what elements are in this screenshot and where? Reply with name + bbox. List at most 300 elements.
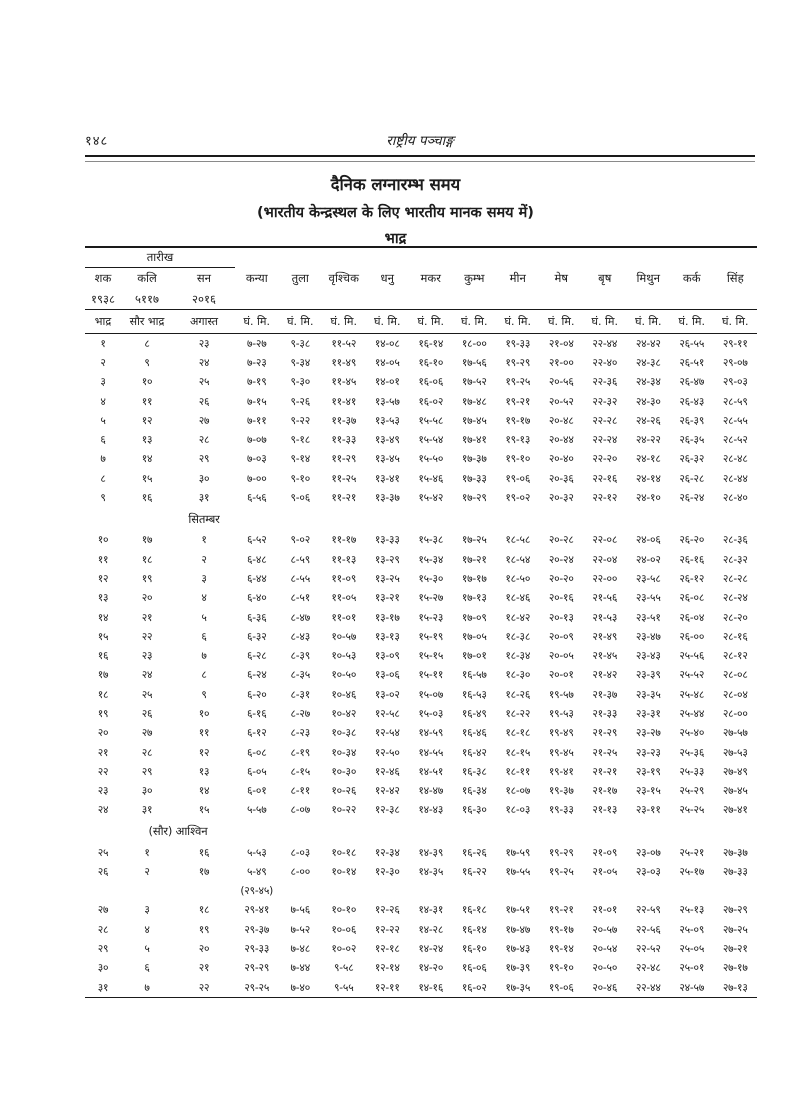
lagna-time-cell: ८-०० (290, 866, 311, 879)
lagna-time-cell: १८-१५ (505, 746, 531, 759)
lagna-time-cell: ९-१८ (290, 434, 311, 447)
empty-cell (121, 882, 173, 901)
empty-cell (279, 820, 323, 843)
lagna-time-cell: १७-३७ (461, 453, 487, 466)
lagna-time-cell: १६-०२ (418, 395, 444, 408)
empty-cell (279, 882, 323, 901)
lagna-time-cell: १०-०६ (331, 923, 357, 936)
lagna-time-cell: ११-०५ (331, 592, 357, 605)
empty-cell (366, 882, 410, 901)
lagna-time-cell: २८-३६ (722, 534, 748, 547)
zodiac-header: मकर (420, 270, 441, 285)
date-cell: १७ (141, 534, 153, 547)
lagna-time-cell: ७-१५ (246, 395, 267, 408)
empty-cell (714, 882, 758, 901)
lagna-time-cell: २२-०४ (592, 553, 618, 566)
date-cell: १ (144, 846, 150, 859)
date-cell: १२ (198, 746, 210, 759)
lagna-time-cell: २२-२० (592, 453, 618, 466)
lagna-time-cell: १४-०५ (374, 356, 400, 369)
lagna-time-cell: १६-४६ (461, 727, 487, 740)
lagna-time-cell: १७-०५ (461, 630, 487, 643)
lagna-time-cell: १७-२१ (461, 553, 487, 566)
page-header (85, 131, 755, 147)
lagna-time-cell: ७-११ (246, 414, 267, 427)
lagna-time-cell: १६-०६ (461, 962, 487, 975)
lagna-time-cell: १०-४२ (331, 707, 357, 720)
lagna-time-cell: ९-२२ (290, 414, 311, 427)
date-cell: ११ (198, 727, 210, 740)
lagna-time-cell: १९-५३ (548, 707, 574, 720)
table-row (85, 939, 757, 958)
date-cell: १५ (198, 804, 210, 817)
date-cell: ७ (100, 453, 106, 466)
table-row (85, 704, 757, 723)
lagna-time-cell: २१-०९ (592, 846, 618, 859)
date-cell: १० (198, 707, 210, 720)
date-cell: ४ (201, 592, 207, 605)
lagna-time-cell: ९-३४ (290, 356, 311, 369)
lagna-time-cell: १८-०० (461, 337, 487, 350)
lagna-time-cell: २३-२३ (635, 746, 661, 759)
date-group-label: तारीख (85, 247, 235, 268)
date-subheader: अगास्त (173, 310, 235, 334)
date-cell: २५ (141, 688, 153, 701)
table-row (85, 820, 757, 843)
lagna-time-cell: २२-४० (592, 356, 618, 369)
lagna-time-cell: २१-३७ (592, 688, 618, 701)
date-cell: १३ (97, 592, 109, 605)
empty-cell (583, 508, 627, 531)
empty-cell (235, 508, 279, 531)
lagna-time-cell: १३-४९ (374, 434, 400, 447)
date-cell: १७ (97, 669, 109, 682)
lagna-time-cell: २२-४४ (635, 981, 661, 994)
lagna-time-cell: २१-०१ (592, 904, 618, 917)
zodiac-header: सिंह (726, 270, 744, 285)
date-cell: ९ (201, 688, 207, 701)
lagna-time-cell: ६-३६ (246, 611, 267, 624)
empty-cell (366, 508, 410, 531)
lagna-time-cell: १६-०६ (418, 376, 444, 389)
era-header: कलि (137, 271, 157, 285)
lagna-time-cell: १९-२१ (505, 395, 531, 408)
lagna-time-cell: २९-०७ (722, 356, 748, 369)
lagna-time-cell: १२-५८ (374, 707, 400, 720)
lagna-time-cell: २१-०० (548, 356, 574, 369)
empty-cell (453, 508, 497, 531)
time-unit-header: घं. मि. (409, 310, 453, 334)
lagna-time-cell: २२-४४ (592, 337, 618, 350)
date-cell: २२ (141, 630, 153, 643)
date-cell: २४ (141, 669, 153, 682)
lagna-time-cell: १०-०२ (331, 942, 357, 955)
date-cell: २३ (198, 337, 210, 350)
lagna-time-cell: १७-३९ (505, 962, 531, 975)
date-cell: १८ (141, 553, 153, 566)
lagna-time-cell: ६-४४ (246, 572, 267, 585)
date-cell: १९ (141, 572, 153, 585)
lagna-time-cell: ११-०९ (331, 572, 357, 585)
date-cell: ८ (100, 472, 106, 485)
lagna-time-cell: ६-४८ (246, 553, 267, 566)
lagna-time-cell: २१-४५ (592, 650, 618, 663)
table-row (85, 959, 757, 978)
lagna-time-cell: १४-२० (418, 962, 444, 975)
lagna-time-cell: ११-२१ (331, 492, 357, 505)
lagna-time-cell: १८-५४ (505, 553, 531, 566)
lagna-time-cell: ५-४९ (246, 866, 267, 879)
lagna-time-cell: १४-३१ (418, 904, 444, 917)
lagna-time-cell: २३-१५ (635, 785, 661, 798)
lagna-time-cell: ९-१४ (290, 453, 311, 466)
lagna-time-cell: ६-२० (246, 688, 267, 701)
empty-cell (85, 820, 121, 843)
lagna-time-cell: २७-४९ (722, 765, 748, 778)
table-row (85, 569, 757, 588)
table-row (85, 978, 757, 998)
lagna-time-cell: २६-४७ (679, 376, 705, 389)
table-row (85, 353, 757, 372)
lagna-time-cell: २५-२९ (679, 785, 705, 798)
empty-cell (409, 882, 453, 901)
lagna-time-cell: १६-२२ (461, 866, 487, 879)
lagna-time-cell: ८-३९ (290, 650, 311, 663)
lagna-time-cell: २३-२७ (635, 727, 661, 740)
lagna-time-cell: २४-२६ (635, 414, 661, 427)
lagna-time-cell: ७-४० (290, 981, 311, 994)
date-cell: १६ (97, 650, 109, 663)
month-separator-label: (सौर) आश्विन (148, 824, 208, 839)
lagna-time-cell: १०-४६ (331, 688, 357, 701)
lagna-time-cell: १९-२५ (548, 866, 574, 879)
lagna-time-cell: १६-१४ (418, 337, 444, 350)
lagna-time-cell: २७-२१ (722, 942, 748, 955)
lagna-time-cell: २४-३० (635, 395, 661, 408)
lagna-time-cell: १७-४८ (461, 395, 487, 408)
lagna-time-cell: १४-४३ (418, 804, 444, 817)
lagna-time-cell: १७-२५ (461, 534, 487, 547)
table-row (85, 589, 757, 608)
date-cell: २० (97, 727, 109, 740)
date-cell: ५ (144, 942, 150, 955)
date-cell: ५ (201, 611, 207, 624)
empty-cell (496, 508, 540, 531)
lagna-time-cell: ७-०० (246, 472, 267, 485)
lagna-time-cell: २८-५९ (722, 395, 748, 408)
lagna-time-cell: १३-१७ (374, 611, 400, 624)
lagna-time-cell: २३-११ (635, 804, 661, 817)
lagna-time-cell: २०-०९ (548, 630, 574, 643)
lagna-time-cell: १६-१८ (461, 904, 487, 917)
lagna-time-cell: २३-३५ (635, 688, 661, 701)
empty-cell (670, 508, 714, 531)
lagna-time-cell: २६-२० (679, 534, 705, 547)
lagna-time-cell: ८-५१ (290, 592, 311, 605)
lagna-time-cell: २२-३६ (592, 376, 618, 389)
date-cell: २० (141, 592, 153, 605)
lagna-time-cell: १७-३५ (505, 981, 531, 994)
lagna-time-cell: ९-३८ (290, 337, 311, 350)
table-row (85, 743, 757, 762)
lagna-time-cell: २३-४७ (635, 630, 661, 643)
year-row-spacer (627, 289, 671, 310)
lagna-time-cell: २६-१६ (679, 553, 705, 566)
lagna-time-cell: २८-०४ (722, 688, 748, 701)
lagna-time-cell: २७-१३ (722, 981, 748, 994)
lagna-time-cell: ११-१३ (331, 553, 357, 566)
lagna-time-cell: १३-१३ (374, 630, 400, 643)
year-row-spacer (453, 289, 497, 310)
lagna-time-cell: २०-४८ (548, 414, 574, 427)
date-cell: २ (201, 553, 207, 566)
date-cell: २८ (141, 746, 153, 759)
lagna-time-cell: १०-३८ (331, 727, 357, 740)
lagna-time-cell: १९-२९ (548, 846, 574, 859)
lagna-time-cell: २५-०९ (679, 923, 705, 936)
lagna-time-cell: ७-१९ (246, 376, 267, 389)
lagna-table (85, 246, 757, 998)
lagna-time-cell: २३-५८ (635, 572, 661, 585)
date-cell: ८ (201, 669, 207, 682)
lagna-time-cell: २९-२५ (244, 981, 270, 994)
date-cell: २३ (141, 650, 153, 663)
date-cell: १२ (97, 572, 109, 585)
lagna-time-cell: २६-२४ (679, 492, 705, 505)
date-cell: २६ (198, 395, 210, 408)
lagna-time-cell: १८-५० (505, 572, 531, 585)
lagna-time-cell: २८-०८ (722, 669, 748, 682)
time-unit-header: घं. मि. (670, 310, 714, 334)
lagna-time-cell: ६-१२ (246, 727, 267, 740)
lagna-time-cell: २०-४६ (592, 981, 618, 994)
lagna-time-cell: २९-०३ (722, 376, 748, 389)
lagna-time-cell: २४-१४ (635, 472, 661, 485)
lagna-time-cell: २८-१२ (722, 650, 748, 663)
date-cell: २१ (198, 962, 210, 975)
lagna-time-cell: १६-२६ (461, 846, 487, 859)
lagna-time-cell: २४-४२ (635, 337, 661, 350)
lagna-time-cell: ११-३७ (331, 414, 357, 427)
empty-cell (453, 882, 497, 901)
lagna-time-cell: १८-११ (505, 765, 531, 778)
date-cell: २१ (97, 746, 109, 759)
lagna-time-cell: १८-४६ (505, 592, 531, 605)
lagna-time-cell: ८-४७ (290, 611, 311, 624)
lagna-time-cell: १३-२९ (374, 553, 400, 566)
lagna-time-cell: ९-२६ (290, 395, 311, 408)
month-separator-label: सितम्बर (188, 511, 220, 526)
lagna-time-cell: १९-३३ (548, 804, 574, 817)
lagna-time-cell: २०-३२ (548, 492, 574, 505)
lagna-time-cell: १२-५० (374, 746, 400, 759)
lagna-time-cell: १२-४२ (374, 785, 400, 798)
zodiac-header: मिथुन (636, 270, 661, 285)
lagna-time-cell: ९-०२ (290, 534, 311, 547)
lagna-time-cell: ८-३५ (290, 669, 311, 682)
date-cell: १४ (198, 785, 210, 798)
lagna-time-cell: १९-४९ (548, 727, 574, 740)
lagna-time-cell: १४-५५ (418, 746, 444, 759)
lagna-time-cell: ८-४३ (290, 630, 311, 643)
lagna-time-cell: २३-०३ (635, 866, 661, 879)
empty-cell (322, 882, 366, 901)
lagna-time-cell: ९-५५ (333, 981, 354, 994)
zodiac-header: बृष (598, 270, 612, 285)
date-cell: ११ (141, 395, 153, 408)
date-cell: २३ (97, 785, 109, 798)
empty-cell (121, 508, 173, 531)
lagna-time-cell: १३-२५ (374, 572, 400, 585)
date-cell: १० (141, 376, 153, 389)
empty-cell (409, 508, 453, 531)
lagna-time-cell: ५-५३ (246, 846, 267, 859)
running-head: राष्ट्रीय पञ्चाङ्ग (386, 133, 454, 149)
table-row (85, 469, 757, 488)
year-row-spacer (235, 289, 279, 310)
date-cell: २९ (198, 453, 210, 466)
empty-cell (540, 882, 584, 901)
lagna-time-cell: १६-५७ (461, 669, 487, 682)
lagna-time-cell: १७-५६ (461, 356, 487, 369)
lagna-time-cell: २०-५६ (548, 376, 574, 389)
lagna-time-cell: ६-३२ (246, 630, 267, 643)
lagna-time-cell: १६-५३ (461, 688, 487, 701)
lagna-time-cell: १८-१८ (505, 727, 531, 740)
lagna-time-cell: २६-०८ (679, 592, 705, 605)
lagna-time-cell: ८-५५ (290, 572, 311, 585)
extra-time-note: (२९-४५) (240, 885, 274, 898)
empty-cell (279, 508, 323, 531)
date-cell: २१ (141, 611, 153, 624)
empty-cell (670, 820, 714, 843)
table-row (85, 782, 757, 801)
date-cell: २८ (198, 434, 210, 447)
table-row (85, 862, 757, 881)
time-unit-header: घं. मि. (235, 310, 279, 334)
lagna-time-cell: २२-५९ (635, 904, 661, 917)
lagna-time-cell: २८-४८ (722, 453, 748, 466)
lagna-time-cell: १३-४५ (374, 453, 400, 466)
date-cell: १९ (198, 923, 210, 936)
empty-cell (714, 820, 758, 843)
lagna-time-cell: १९-३३ (505, 337, 531, 350)
lagna-time-cell: ८-५९ (290, 553, 311, 566)
lagna-time-cell: २६-३२ (679, 453, 705, 466)
page-subtitle: (भारतीय केन्द्रस्थल के लिए भारतीय मानक समय में) (257, 205, 534, 221)
lagna-time-cell: २०-२४ (548, 553, 574, 566)
lagna-time-cell: १५-३० (418, 572, 444, 585)
lagna-time-cell: २४-२२ (635, 434, 661, 447)
lagna-time-cell: २७-३७ (722, 846, 748, 859)
lagna-time-cell: ९-५८ (333, 962, 354, 975)
empty-cell (627, 508, 671, 531)
table-row (85, 920, 757, 939)
lagna-time-cell: १२-३८ (374, 804, 400, 817)
date-cell: १ (201, 534, 207, 547)
lagna-time-cell: १८-३८ (505, 630, 531, 643)
lagna-time-cell: २२-४८ (635, 962, 661, 975)
lagna-time-cell: ११-४५ (331, 376, 357, 389)
year-row-spacer (409, 289, 453, 310)
lagna-time-cell: २३-५५ (635, 592, 661, 605)
lagna-time-cell: २१-२५ (592, 746, 618, 759)
date-cell: ३१ (198, 492, 210, 505)
table-row (85, 882, 757, 901)
page-title: दैनिक लग्नारम्भ समय (330, 175, 461, 194)
lagna-time-cell: ११-१७ (331, 534, 357, 547)
date-cell: १७ (198, 866, 210, 879)
lagna-time-cell: २७-१७ (722, 962, 748, 975)
lagna-time-cell: १६-३० (461, 804, 487, 817)
lagna-time-cell: २७-४१ (722, 804, 748, 817)
lagna-time-cell: १६-१० (418, 356, 444, 369)
lagna-time-cell: १७-०९ (461, 611, 487, 624)
lagna-time-cell: ८-२७ (290, 707, 311, 720)
lagna-time-cell: १८-०३ (505, 804, 531, 817)
table-row (85, 430, 757, 449)
date-cell: ३ (144, 904, 150, 917)
lagna-time-cell: १६-४९ (461, 707, 487, 720)
date-cell: २५ (198, 376, 210, 389)
lagna-time-cell: १८-३४ (505, 650, 531, 663)
lagna-time-cell: १०-५३ (331, 650, 357, 663)
lagna-time-cell: २६-२८ (679, 472, 705, 485)
lagna-time-cell: १९-१७ (505, 414, 531, 427)
lagna-time-cell: २२-१२ (592, 492, 618, 505)
year-row-spacer (279, 289, 323, 310)
lagna-time-cell: १७-२९ (461, 492, 487, 505)
lagna-time-cell: १७-५९ (505, 846, 531, 859)
lagna-time-cell: २८-३२ (722, 553, 748, 566)
lagna-time-cell: १३-०२ (374, 688, 400, 701)
lagna-time-cell: २१-२९ (592, 727, 618, 740)
head-spacer (235, 247, 757, 268)
lagna-time-cell: १५-२७ (418, 592, 444, 605)
year-row-spacer (322, 289, 366, 310)
date-cell: २४ (198, 356, 210, 369)
empty-cell (583, 882, 627, 901)
time-unit-header: घं. मि. (496, 310, 540, 334)
table-row (85, 550, 757, 569)
lagna-time-cell: १९-०६ (505, 472, 531, 485)
date-cell: ११ (97, 553, 109, 566)
lagna-time-cell: १७-४३ (505, 942, 531, 955)
lagna-time-cell: १४-५९ (418, 727, 444, 740)
lagna-time-cell: ८-०३ (290, 846, 311, 859)
lagna-time-cell: २६-५१ (679, 356, 705, 369)
empty-cell (173, 882, 235, 901)
lagna-time-cell: २१-०४ (548, 337, 574, 350)
era-header: सन (196, 271, 212, 285)
lagna-time-cell: १५-१९ (418, 630, 444, 643)
year-row-spacer (670, 289, 714, 310)
lagna-time-cell: २९-३७ (244, 923, 270, 936)
lagna-time-cell: ८-०७ (290, 804, 311, 817)
lagna-time-cell: २५-४४ (679, 707, 705, 720)
lagna-time-cell: २६-४३ (679, 395, 705, 408)
lagna-table-wrap (85, 246, 757, 998)
lagna-time-cell: १४-४७ (418, 785, 444, 798)
lagna-time-cell: २६-०० (679, 630, 705, 643)
zodiac-header: कुम्भ (464, 270, 485, 285)
lagna-time-cell: १५-३८ (418, 534, 444, 547)
date-cell: १९ (97, 707, 109, 720)
lagna-time-cell: १०-५७ (331, 630, 357, 643)
lagna-time-cell: २५-२१ (679, 846, 705, 859)
lagna-time-cell: २८-२८ (722, 572, 748, 585)
lagna-time-cell: १४-१६ (418, 981, 444, 994)
